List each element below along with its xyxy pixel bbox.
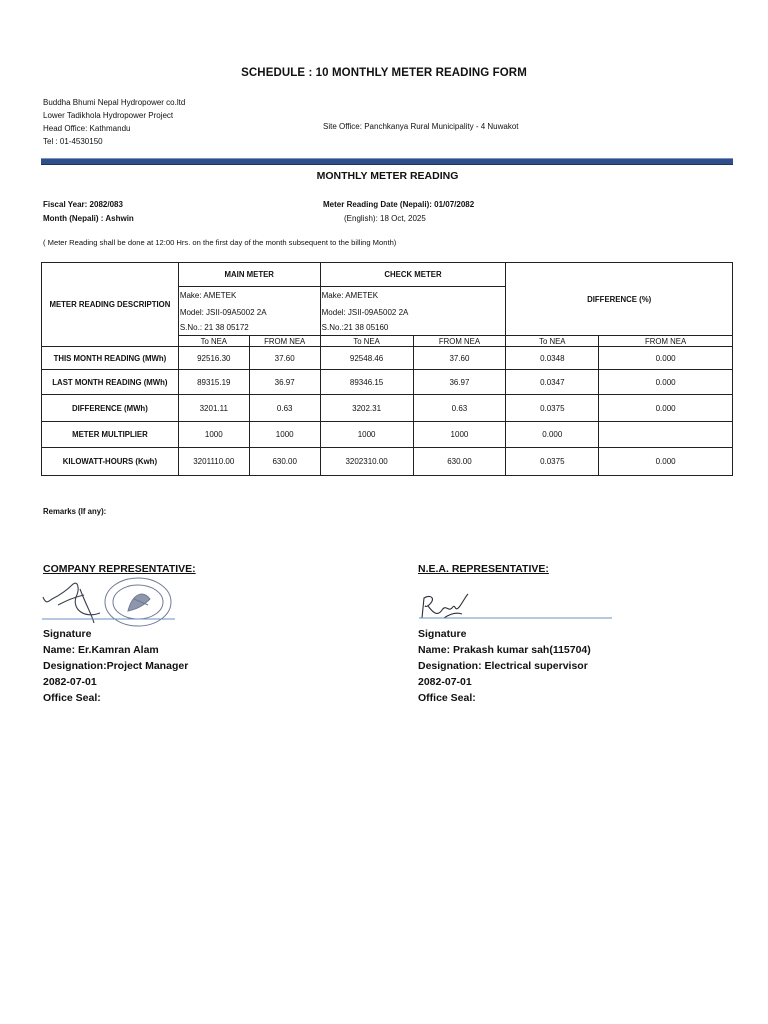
reading-date-nepali: Meter Reading Date (Nepali): 01/07/2082 [323,200,475,209]
table-cell: 0.000 [599,448,733,476]
col-header: FROM NEA [599,336,733,347]
table-row [42,448,733,476]
main-meter-model: Model: JSII-09A5002 2A [178,304,320,321]
project-name: Lower Tadikhola Hydropower Project [43,111,174,120]
company-rep-seal: Office Seal: [43,692,101,704]
remarks-label: Remarks (If any): [43,507,107,516]
table-cell: 0.0375 [506,395,599,422]
table-cell: 92516.30 [178,347,249,370]
table-cell: 1000 [249,422,320,448]
form-title: SCHEDULE : 10 MONTHLY METER READING FORM [241,67,527,79]
header-divider [41,158,733,165]
month-nepali: Month (Nepali) : Ashwin [43,214,134,223]
table-row [42,422,733,448]
table-cell: 0.000 [599,370,733,395]
signature-label: Signature [418,628,467,640]
table-cell: 3201.11 [178,395,249,422]
company-signature-stamp [40,575,180,631]
reading-dates [323,198,474,226]
telephone: Tel : 01-4530150 [43,137,103,146]
company-info [43,96,185,148]
company-signature [43,583,100,623]
description-header: METER READING DESCRIPTION [42,263,179,347]
company-rep-heading: COMPANY REPRESENTATIVE: [43,563,196,575]
table-row [42,370,733,395]
col-header: FROM NEA [249,336,320,347]
nea-rep-details [418,626,591,706]
company-rep-date: 2082-07-01 [43,676,97,688]
table-cell: 1000 [178,422,249,448]
difference-header: DIFFERENCE (%) [506,263,733,336]
table-cell: 0.000 [599,347,733,370]
table-cell [599,422,733,448]
reading-date-english: (English): 18 Oct, 2025 [344,214,426,223]
meter-reading-table [41,262,733,476]
company-rep-designation: Designation:Project Manager [43,660,189,672]
section-title: MONTHLY METER READING [316,170,459,182]
check-meter-model: Model: JSII-09A5002 2A [320,304,506,321]
table-cell: 0.000 [506,422,599,448]
check-meter-make: Make: AMETEK [320,287,506,304]
table-cell: 37.60 [249,347,320,370]
nea-rep-date: 2082-07-01 [418,676,472,688]
head-office: Head Office: Kathmandu [43,124,131,133]
table-cell: 1000 [413,422,506,448]
table-cell: 630.00 [413,448,506,476]
table-cell: 89346.15 [320,370,413,395]
table-cell: 0.0375 [506,448,599,476]
col-header: To NEA [320,336,413,347]
row-label: KILOWATT-HOURS (Kwh) [42,448,179,476]
signature-label: Signature [43,628,92,640]
table-cell: 89315.19 [178,370,249,395]
company-rep-name: Name: Er.Kamran Alam [43,644,159,656]
row-label: DIFFERENCE (MWh) [42,395,179,422]
table-row [42,395,733,422]
table-cell: 36.97 [249,370,320,395]
table-cell: 3202.31 [320,395,413,422]
table-row [42,347,733,370]
check-meter-header: CHECK METER [320,263,506,287]
col-header: FROM NEA [413,336,506,347]
table-cell: 3201110.00 [178,448,249,476]
period-info [43,198,134,226]
table-cell: 3202310.00 [320,448,413,476]
table-cell: 37.60 [413,347,506,370]
table-cell: 1000 [320,422,413,448]
table-cell: 0.000 [599,395,733,422]
nea-rep-designation: Designation: Electrical supervisor [418,660,588,672]
main-meter-make: Make: AMETEK [178,287,320,304]
table-cell: 630.00 [249,448,320,476]
row-label: LAST MONTH READING (MWh) [42,370,179,395]
reading-note: ( Meter Reading shall be done at 12:00 Hrs. on the first day of the month subsequent to the billing Month) [43,238,397,247]
table-cell: 0.0348 [506,347,599,370]
row-label: METER MULTIPLIER [42,422,179,448]
col-header: To NEA [506,336,599,347]
table-cell: 36.97 [413,370,506,395]
table-cell: 92548.46 [320,347,413,370]
fiscal-year: Fiscal Year: 2082/083 [43,200,123,209]
company-name: Buddha Bhumi Nepal Hydropower co.ltd [43,98,186,107]
main-meter-serial: S.No.: 21 38 05172 [178,321,320,336]
col-header: To NEA [178,336,249,347]
check-meter-serial: S.No.:21 38 05160 [320,321,506,336]
company-rep-details [43,626,188,706]
main-meter-header: MAIN METER [178,263,320,287]
site-office: Site Office: Panchkanya Rural Municipality - 4 Nuwakot [323,122,519,131]
nea-signature [416,588,616,624]
nea-rep-name: Name: Prakash kumar sah(115704) [418,644,591,656]
table-cell: 0.63 [249,395,320,422]
table-cell: 0.0347 [506,370,599,395]
row-label: THIS MONTH READING (MWh) [42,347,179,370]
nea-rep-heading: N.E.A. REPRESENTATIVE: [418,563,549,575]
nea-rep-seal: Office Seal: [418,692,476,704]
table-cell: 0.63 [413,395,506,422]
